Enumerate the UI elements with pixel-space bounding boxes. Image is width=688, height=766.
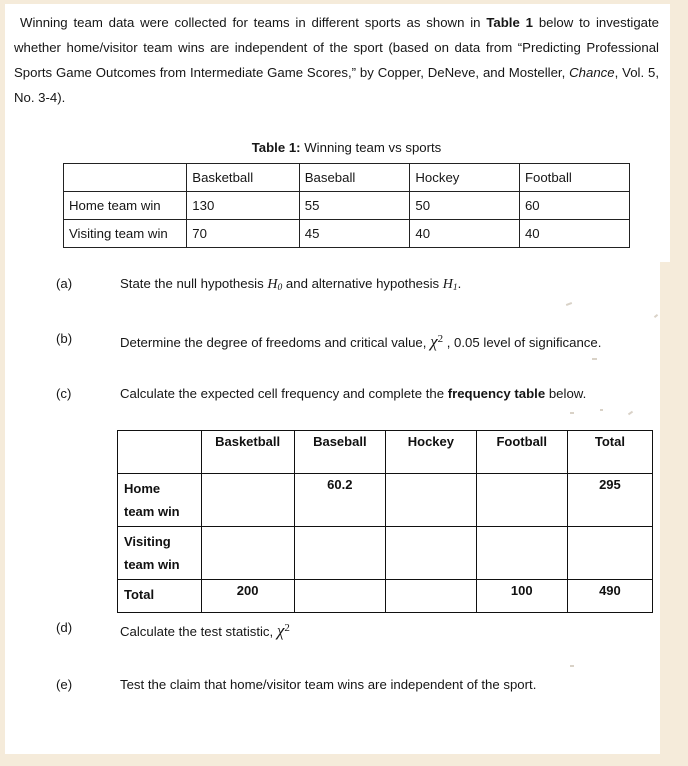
table2-col-football: Football (476, 431, 567, 474)
table2-rowlabel-visiting-line1: Visiting (124, 534, 171, 549)
intro-text-part3: , Vol. 5, No. 3-4). (14, 65, 659, 105)
table2-corner-cell (118, 431, 202, 474)
question-d (56, 619, 656, 639)
table1-visiting-baseball: 45 (299, 220, 410, 248)
question-c-bold-term: frequency table (447, 386, 546, 401)
table1-visiting-basketball: 70 (187, 220, 299, 248)
question-b-text-part1: Determine the degree of freedoms and critical value, (120, 335, 431, 350)
table2-total-baseball[interactable] (294, 580, 386, 613)
question-b-math-chi-squared (430, 332, 443, 351)
question-a-text (120, 275, 461, 297)
intro-journal-name: Chance (569, 65, 615, 80)
question-d-text-part1: Calculate the test statistic, (120, 624, 277, 639)
intro-text-part2: below to investigate whether home/visitor team wins are independent of the sport (based on data from “Predicting Professional Sports Game Outcomes from Intermediate Game Scores,” by Copper, DeNeve, and Mosteller, (14, 15, 659, 80)
table1-header-row (64, 164, 630, 192)
question-c-label: (c) (56, 386, 72, 401)
question-d-chi-exp: 2 (284, 622, 290, 634)
scan-speck-7 (570, 665, 574, 667)
question-c (56, 385, 656, 405)
table1-home-hockey: 50 (410, 192, 520, 220)
intro-paragraph (14, 10, 659, 110)
question-e-text: Test the claim that home/visitor team wins are independent of the sport. (120, 677, 537, 692)
scan-speck-2 (654, 314, 658, 318)
table2-rowlabel-home-line1: Home (124, 481, 161, 496)
table2-row-visiting-team-win (118, 527, 653, 580)
table2-col-baseball: Baseball (294, 431, 386, 474)
question-b-chi-base: χ (430, 332, 438, 351)
question-a (56, 275, 656, 295)
table2-total-basketball[interactable]: 200 (201, 580, 294, 613)
question-c-text-part2: below. (545, 386, 587, 401)
table2-col-basketball: Basketball (201, 431, 294, 474)
table2-home-hockey[interactable] (386, 474, 477, 527)
question-a-math-h0 (267, 277, 282, 292)
table2-home-basketball[interactable] (201, 474, 294, 527)
intro-text-part1: Winning team data were collected for teams in different sports as shown in (20, 15, 487, 30)
question-b-label: (b) (56, 331, 73, 346)
scan-speck-6 (628, 411, 633, 416)
question-e (56, 676, 656, 696)
table1-winning-team-vs-sports (63, 163, 630, 248)
table2-home-baseball[interactable]: 60.2 (294, 474, 386, 527)
question-d-label: (d) (56, 620, 73, 635)
question-a-label: (a) (56, 276, 73, 291)
question-c-text (120, 385, 586, 403)
table1-col-baseball: Baseball (299, 164, 410, 192)
table2-visiting-total[interactable] (567, 527, 652, 580)
question-a-text-part2: and alternative hypothesis (282, 276, 443, 291)
table2-col-total: Total (567, 431, 652, 474)
table2-rowlabel-total: Total (118, 580, 202, 613)
intro-table-ref: Table 1 (486, 15, 533, 30)
table1-visiting-football: 40 (519, 220, 629, 248)
scan-speck-3 (592, 358, 597, 360)
question-d-math-chi-squared (277, 621, 290, 640)
table2-rowlabel-visiting-line2: team win (124, 557, 180, 572)
table2-rowlabel-home (118, 474, 202, 527)
question-a-h1-sub: 1 (452, 283, 458, 293)
table2-home-total[interactable]: 295 (567, 474, 652, 527)
table2-rowlabel-visiting (118, 527, 202, 580)
table1-caption-label: Table 1: (251, 140, 301, 155)
table1-col-football: Football (519, 164, 629, 192)
question-e-label: (e) (56, 677, 73, 692)
table1-row-visiting-team-win (64, 220, 630, 248)
question-d-text (120, 619, 290, 641)
question-a-text-part3: . (457, 276, 462, 291)
question-a-h0-sub: 0 (277, 283, 283, 293)
table2-row-home-team-win (118, 474, 653, 527)
table2-row-total (118, 580, 653, 613)
table2-header-row (118, 431, 653, 474)
table1-visiting-hockey: 40 (410, 220, 520, 248)
table1-home-basketball: 130 (187, 192, 299, 220)
table2-visiting-football[interactable] (476, 527, 567, 580)
table1-row-home-team-win (64, 192, 630, 220)
question-b-chi-exp: 2 (437, 333, 444, 345)
table2-visiting-baseball[interactable] (294, 527, 386, 580)
table1-home-football: 60 (519, 192, 629, 220)
table1-caption (63, 140, 630, 155)
table2-rowlabel-home-line2: team win (124, 504, 180, 519)
table1-corner-cell (64, 164, 187, 192)
question-a-math-h1 (443, 277, 458, 292)
table2-grand-total[interactable]: 490 (567, 580, 652, 613)
table1-col-hockey: Hockey (410, 164, 520, 192)
table2-visiting-hockey[interactable] (386, 527, 477, 580)
table1-rowlabel-visiting: Visiting team win (64, 220, 187, 248)
table1-rowlabel-home: Home team win (64, 192, 187, 220)
question-b-text (120, 330, 601, 352)
question-d-chi-base: χ (276, 621, 285, 640)
scan-speck-5 (600, 409, 603, 411)
question-b (56, 330, 656, 350)
question-a-text-part1: State the null hypothesis (120, 276, 268, 291)
table2-total-football[interactable]: 100 (476, 580, 567, 613)
table1-caption-title: Winning team vs sports (300, 140, 442, 155)
table2-col-hockey: Hockey (386, 431, 477, 474)
table1-col-basketball: Basketball (187, 164, 299, 192)
scan-speck-1 (566, 302, 572, 306)
scan-speck-4 (570, 412, 574, 414)
table2-frequency-table (117, 430, 653, 613)
table2-home-football[interactable] (476, 474, 567, 527)
table2-visiting-basketball[interactable] (201, 527, 294, 580)
question-a-h1-base: H (442, 277, 453, 292)
table2-total-hockey[interactable] (386, 580, 477, 613)
question-b-text-part2: , 0.05 level of significance. (443, 335, 602, 350)
question-a-h0-base: H (267, 277, 278, 292)
question-c-text-part1: Calculate the expected cell frequency and complete the (120, 386, 448, 401)
table1-home-baseball: 55 (299, 192, 410, 220)
